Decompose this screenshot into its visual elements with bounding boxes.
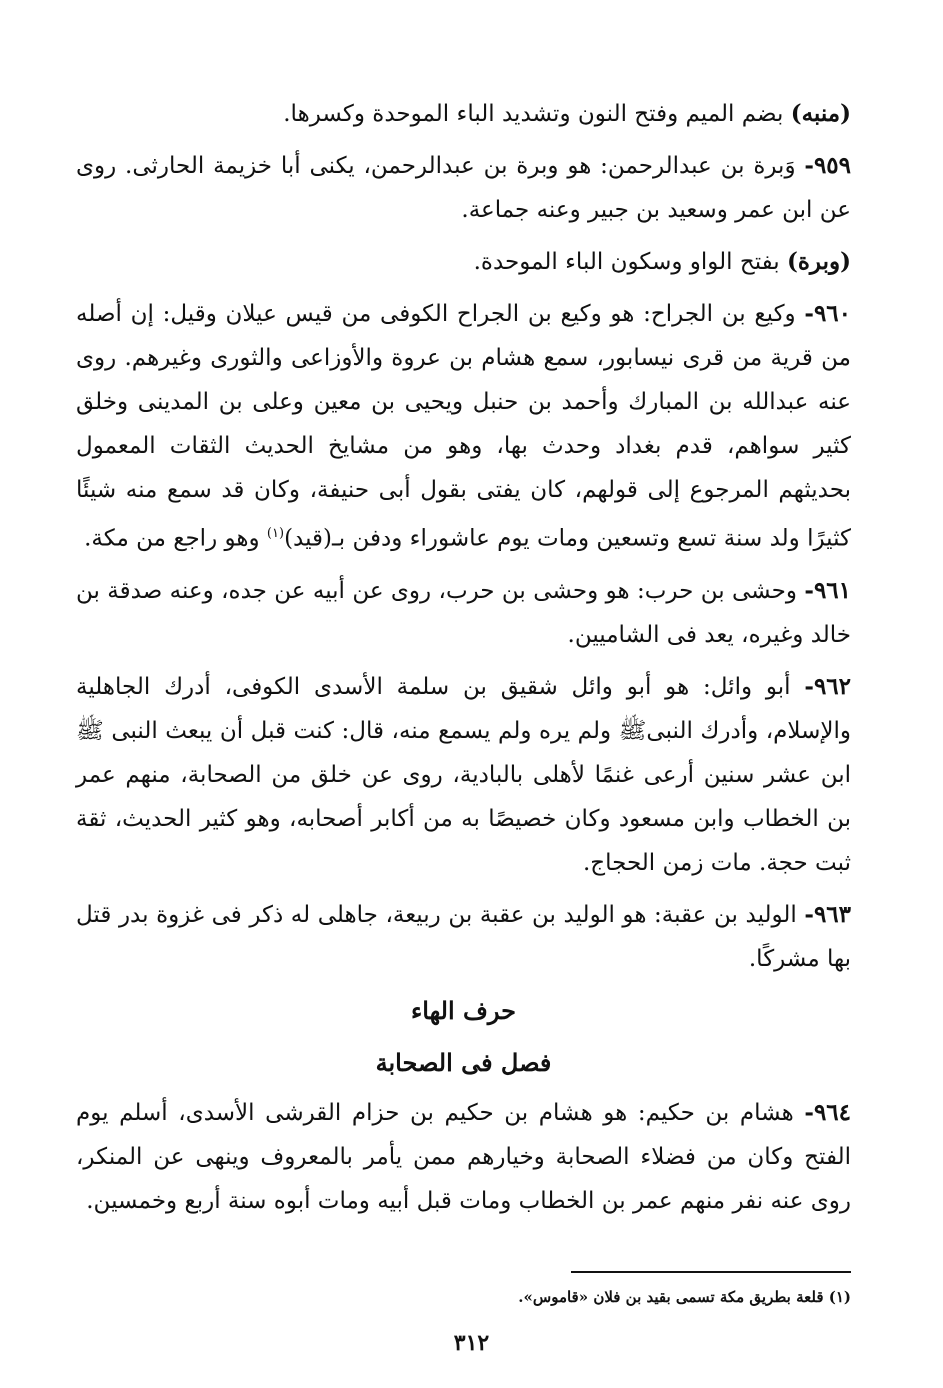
term-label: (وبرة) [786,248,851,275]
section-heading-chapter: فصل فى الصحابة [375,1047,552,1077]
entry-number: ٩٦٠- [804,300,851,327]
entry-962 [76,665,851,885]
page-number: ٣١٢ [453,1330,490,1356]
entry-number: ٩٦٢- [804,672,851,700]
page-body [76,92,851,1231]
entry-number: ٩٦١- [804,576,851,604]
entry-number: ٩٦٣- [804,900,851,928]
term-label: (منبه) [790,100,851,127]
paragraph-note-wabra [76,240,851,284]
entry-text: الوليد بن عقبة: هو الوليد بن عقبة بن ربيعة، جاهلى له ذكر فى غزوة بدر قتل بها مشركًا. [76,901,851,972]
footnote-marker[interactable]: (١) [266,526,285,541]
footnote-divider [571,1271,851,1273]
entry-963 [76,893,851,981]
entry-text: هشام بن حكيم: هو هشام بن حكيم بن حزام القرشى الأسدى، أسلم يوم الفتح وكان من فضلاء الصحابة وخيارهم ممن يأمر بالمعروف وينهى عن المنكر، روى عنه نفر منهم عمر بن الخطاب ومات قبل أبيه ومات أبوه سنة أربع وخمسين. [76,1099,851,1214]
entry-964 [76,1091,851,1223]
paragraph-text: بضم الميم وفتح النون وتشديد الباء الموحدة وكسرها. [283,101,791,127]
entry-959 [76,144,851,232]
entry-text-continued: وهو راجع من مكة. [84,525,267,552]
entry-text: أبو وائل: هو أبو وائل شقيق بن سلمة الأسدى الكوفى، أدرك الجاهلية والإسلام، وأدرك النبىﷺ ولم يره ولم يسمع منه، قال: كنت قبل أن يبعث النبى ﷺ ابن عشر سنين أرعى غنمًا لأهلى بالبادية، روى عن خلق من الصحابة، منهم عمر بن الخطاب وابن مسعود وكان خصيصًا به من أكابر أصحابه، وهو كثير الحديث، ثقة ثبت حجة. مات زمن الحجاج. [76,673,851,876]
paragraph-text: بفتح الواو وسكون الباء الموحدة. [473,249,787,275]
entry-text: وَبرة بن عبدالرحمن: هو وبرة بن عبدالرحمن، يكنى أبا خزيمة الحارثى. روى عن ابن عمر وسعيد بن جبير وعنه جماعة. [76,153,851,223]
footnote: (١) قلعة بطريق مكة تسمى بقيد بن فلان «قاموس». [518,1288,851,1306]
entry-961 [76,569,851,657]
section-heading-letter: حرف الهاء [411,995,516,1025]
paragraph-note-munabbih [76,92,851,136]
entry-text: وكيع بن الجراح: هو وكيع بن الجراح الكوفى من قيس عيلان وقيل: إن أصله من قرية من قرى نيسابور، سمع هشام بن عروة والأوزاعى والثورى وغيرهم. روى عنه عبدالله بن المبارك وأحمد بن حنبل ويحيى بن معين وعلى بن المدينى وخلق كثير سواهم، قدم بغداد وحدث بها، وهو من مشايخ الحديث الثقات المعمول بحديثهم المرجوع إلى قولهم، كان يفتى بقول أبى حنيفة، وكان قد سمع منه شيئًا كثيرًا ولد سنة تسع وتسعين ومات يوم عاشوراء ودفن بـ(قيد) [76,301,851,552]
entry-text: وحشى بن حرب: هو وحشى بن حرب، روى عن أبيه عن جده، وعنه صدقة بن خالد وغيره، يعد فى الشاميين. [76,577,851,648]
entry-number: ٩٦٤- [804,1098,851,1126]
entry-960 [76,292,851,561]
entry-number: ٩٥٩- [804,152,851,179]
